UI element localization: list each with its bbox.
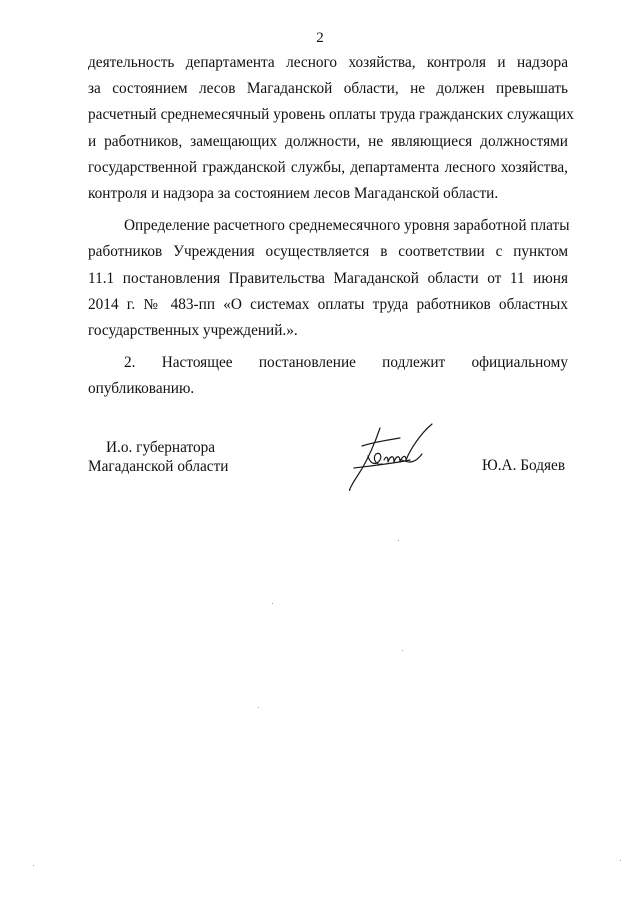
- scan-speck: [402, 650, 403, 651]
- paragraph-2-line-4: 2014 г. № 483-пп «О системах оплаты труда работников областных: [88, 295, 568, 313]
- paragraph-2-line-3: 11.1 постановления Правительства Магаданской области от 11 июня: [88, 269, 568, 287]
- document-body: [88, 50, 574, 402]
- paragraph-3-line-2: опубликованию.: [88, 380, 195, 398]
- paragraph-1-line-5: государственной гражданской службы, департамента лесного хозяйства,: [88, 158, 568, 176]
- paragraph-1-line-4: и работников, замещающих должности, не являющиеся должностями: [88, 132, 568, 150]
- paragraph-1-line-6: контроля и надзора за состоянием лесов Магаданской области.: [88, 184, 499, 202]
- paragraph-2-line-2: работников Учреждения осуществляется в соответствии с пунктом: [88, 243, 568, 261]
- paragraph-2-line-1: Определение расчетного среднемесячного уровня заработной платы: [124, 217, 570, 235]
- signatory-name: Ю.А. Бодяев: [482, 457, 566, 474]
- paragraph-1-line-1: деятельность департамента лесного хозяйства, контроля и надзора: [88, 54, 568, 71]
- paragraph-2-line-5: государственных учреждений.».: [88, 321, 298, 339]
- scan-speck: [258, 707, 259, 708]
- scan-speck: [398, 540, 399, 541]
- paragraph-1-line-3: расчетный среднемесячный уровень оплаты труда гражданских служащих: [88, 106, 574, 124]
- paragraph-1-line-2: за состоянием лесов Магаданской области, не должен превышать: [88, 80, 568, 98]
- scan-speck: [620, 860, 621, 861]
- signatory-title-line-1: И.о. губернатора: [106, 439, 216, 456]
- page-number: 2: [316, 30, 324, 46]
- scan-speck: [272, 603, 273, 604]
- signatory-title: [88, 438, 228, 476]
- scan-speck: [33, 865, 34, 866]
- signatory-title-line-2: Магаданской области: [88, 458, 229, 475]
- paragraph-3-line-1: 2. Настоящее постановление подлежит официальному: [124, 354, 568, 372]
- handwritten-signature: [340, 420, 440, 498]
